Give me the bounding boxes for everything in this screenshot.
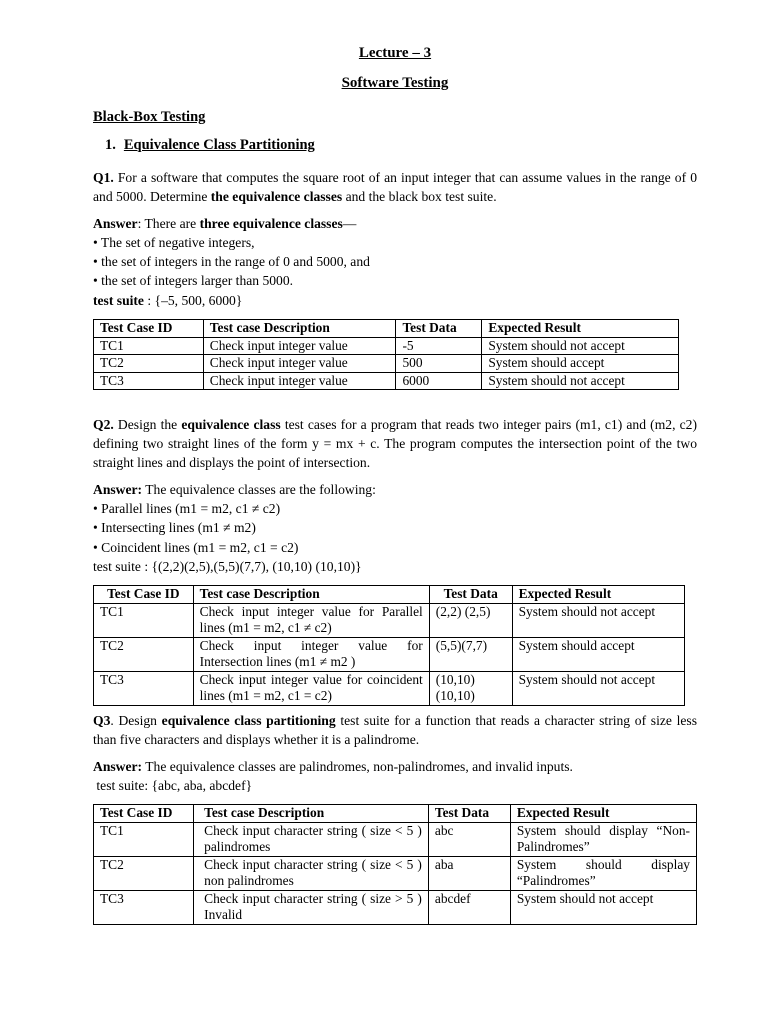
table-header-cell: Test Data (429, 586, 512, 604)
table-cell: System should not accept (512, 603, 684, 637)
table-row (94, 890, 697, 924)
table-cell: TC3 (94, 890, 194, 924)
subsection-title (105, 136, 315, 155)
table-cell: TC2 (94, 856, 194, 890)
table-row (94, 372, 679, 390)
table-row (94, 671, 685, 705)
table-cell: System should not accept (482, 372, 679, 390)
q1-bullet: • The set of negative integers, (93, 235, 255, 250)
table-cell: abcdef (428, 890, 510, 924)
q1-suite-label: test suite (93, 293, 144, 308)
table-header-cell: Test case Description (203, 320, 396, 338)
table-cell: System should accept (512, 637, 684, 671)
table-header-cell: Test Case ID (94, 805, 194, 823)
table-cell: Check input integer value (203, 355, 396, 373)
table-cell: (10,10) (10,10) (429, 671, 512, 705)
table-header-row (94, 805, 697, 823)
q1-table (93, 319, 679, 390)
q1-answer-a: : There are (137, 216, 200, 231)
q2-bullet: • Coincident lines (m1 = m2, c1 = c2) (93, 540, 299, 555)
table-row (94, 603, 685, 637)
table-cell: Check input character string ( size < 5 ) non palindromes (194, 856, 429, 890)
table-cell: 6000 (396, 372, 482, 390)
q3-text-b: test suite for a function that reads a character string of size less than five characters and displays whether it is a palindrome. (93, 713, 697, 747)
q2-answer (93, 480, 376, 499)
table-cell: System should not accept (512, 671, 684, 705)
table-cell: System should not accept (482, 337, 679, 355)
q3-label: Q3 (93, 713, 111, 728)
q1-label: Q1. (93, 170, 114, 185)
q1-bullet: • the set of integers larger than 5000. (93, 273, 294, 288)
table-cell: TC2 (94, 637, 194, 671)
subsection-number: 1. (105, 137, 116, 153)
q1-bullet: • the set of integers in the range of 0 and 5000, and (93, 254, 370, 269)
table-row (94, 856, 697, 890)
q3-text-a: . Design (110, 713, 162, 728)
q1-text-b: and the black box test suite. (342, 189, 497, 204)
table-header-cell: Expected Result (510, 805, 696, 823)
table-cell: Check input character string ( size < 5 ) palindromes (194, 822, 429, 856)
q3-test-suite: test suite: {abc, aba, abcdef} (93, 778, 253, 793)
table-cell: Check input integer value for Intersection lines (m1 ≠ m2 ) (193, 637, 429, 671)
q3-answer (93, 757, 573, 776)
q1-answer-label: Answer (93, 216, 138, 231)
table-row (94, 355, 679, 373)
table-cell: System should accept (482, 355, 679, 373)
table-header-cell: Test Case ID (94, 586, 194, 604)
q3-text-bold: equivalence class partitioning (161, 713, 336, 728)
q1-text-a: For a software that computes the square root of an input integer that can assume values in the range of 0 and 5000. Determine (93, 170, 697, 204)
table-header-cell: Test case Description (194, 805, 429, 823)
table-cell: TC3 (94, 372, 204, 390)
table-row (94, 337, 679, 355)
subject-title: Software Testing (341, 75, 449, 91)
table-cell: System should not accept (510, 890, 696, 924)
q1-question (93, 168, 697, 206)
table-cell: TC1 (94, 822, 194, 856)
table-header-cell: Expected Result (482, 320, 679, 338)
table-header-cell: Test Case ID (94, 320, 204, 338)
table-row (94, 822, 697, 856)
table-header-row (94, 586, 685, 604)
q2-test-suite: test suite : {(2,2)(2,5),(5,5)(7,7), (10,10) (10,10)} (93, 559, 362, 574)
subsection-label: Equivalence Class Partitioning (123, 137, 315, 153)
q2-answer-text: The equivalence classes are the following: (142, 482, 376, 497)
q1-test-suite (93, 291, 242, 310)
table-cell: System should display “Palindromes” (510, 856, 696, 890)
lecture-title: Lecture – 3 (358, 45, 432, 61)
table-cell: Check input integer value (203, 337, 396, 355)
table-cell: (5,5)(7,7) (429, 637, 512, 671)
table-cell: Check input character string ( size > 5 ) Invalid (194, 890, 429, 924)
q3-answer-label: Answer: (93, 759, 143, 774)
q2-table (93, 585, 685, 706)
q2-bullet: • Intersecting lines (m1 ≠ m2) (93, 520, 256, 535)
section-title: Black-Box Testing (93, 109, 206, 125)
table-cell: aba (428, 856, 510, 890)
table-cell: TC1 (94, 337, 204, 355)
q2-text-b: test cases for a program that reads two integer pairs (m1, c1) and (m2, c2) defining two straight lines of the form y = mx + c. The program computes the intersection point of the two straight lines and displays the point of intersection. (93, 417, 697, 470)
q2-answer-label: Answer: (93, 482, 143, 497)
table-cell: -5 (396, 337, 482, 355)
q2-text-a: Design the (113, 417, 182, 432)
table-cell: Check input integer value for coincident lines (m1 = m2, c1 = c2) (193, 671, 429, 705)
q1-answer-b: — (342, 216, 357, 231)
table-header-cell: Expected Result (512, 586, 684, 604)
q1-text-bold: the equivalence classes (210, 189, 343, 204)
table-header-cell: Test case Description (193, 586, 429, 604)
table-cell: abc (428, 822, 510, 856)
table-cell: TC3 (94, 671, 194, 705)
q2-label: Q2. (93, 417, 114, 432)
q2-question (93, 415, 697, 472)
table-cell: TC2 (94, 355, 204, 373)
table-cell: TC1 (94, 603, 194, 637)
q1-answer (93, 214, 356, 233)
q3-answer-text: The equivalence classes are palindromes, non-palindromes, and invalid inputs. (142, 759, 573, 774)
table-header-row (94, 320, 679, 338)
table-header-cell: Test Data (396, 320, 482, 338)
table-cell: System should display “Non-Palindromes” (510, 822, 696, 856)
q1-answer-bold: three equivalence classes (199, 216, 343, 231)
table-row (94, 637, 685, 671)
table-header-cell: Test Data (428, 805, 510, 823)
q2-bullet: • Parallel lines (m1 = m2, c1 ≠ c2) (93, 501, 281, 516)
q3-table (93, 804, 697, 925)
table-cell: Check input integer value for Parallel lines (m1 = m2, c1 ≠ c2) (193, 603, 429, 637)
q3-question (93, 711, 697, 749)
table-cell: 500 (396, 355, 482, 373)
table-cell: Check input integer value (203, 372, 396, 390)
q2-text-bold: equivalence class (181, 417, 281, 432)
q1-suite-value: : {–5, 500, 6000} (143, 293, 243, 308)
table-cell: (2,2) (2,5) (429, 603, 512, 637)
